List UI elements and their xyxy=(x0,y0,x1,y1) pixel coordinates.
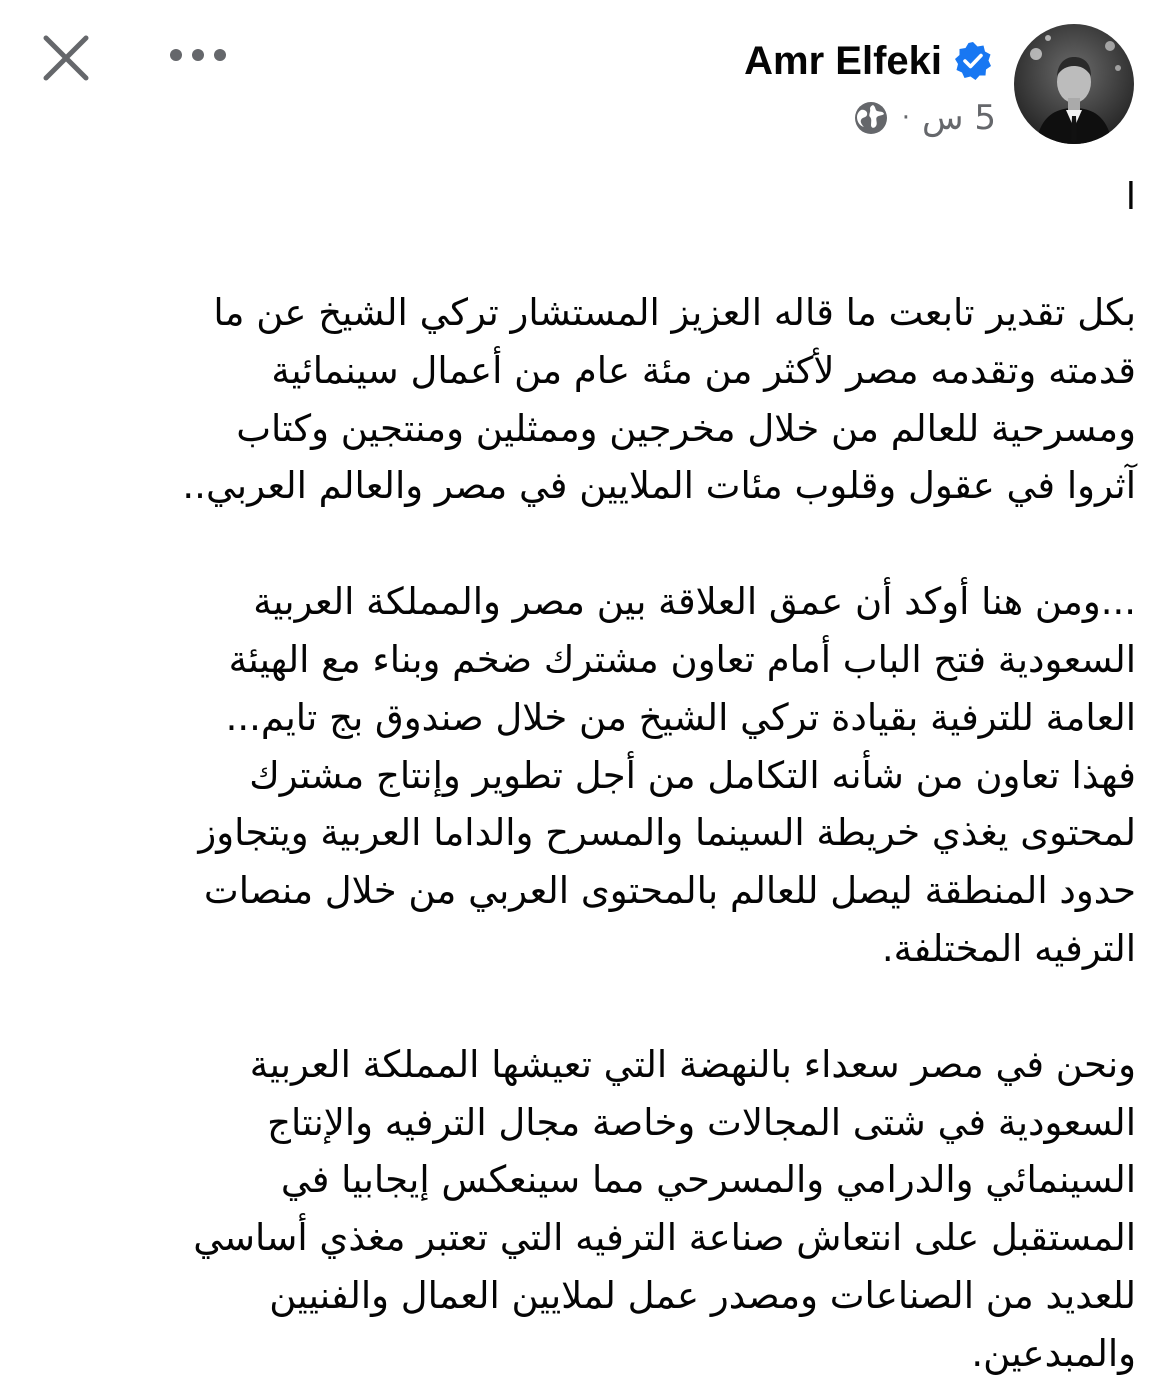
author-name[interactable]: Amr Elfeki xyxy=(744,39,942,83)
close-button[interactable] xyxy=(36,28,96,88)
post-paragraph: ...ومن هنا أوكد أن عمق العلاقة بين مصر والمملكة العربية السعودية فتح الباب أمام تعاون مشترك ضخم وبناء مع الهيئة العامة للترفية بقيادة تركي الشيخ من خلال صندوق بج تايم... فهذا تعاون من شأنه التكامل من أجل تطوير وإنتاج مشترك لمحتوى يغذي خريطة السينما والمسرح والداما العربية ويتجاوز حدود المنطقة ليصل للعالم بالمحتوى العربي من خلال منصات الترفيه المختلفة. xyxy=(198,580,1136,970)
verified-badge-icon xyxy=(952,40,994,82)
author-avatar[interactable] xyxy=(1014,24,1134,144)
more-options-button[interactable] xyxy=(160,30,236,80)
spacer xyxy=(30,226,1136,284)
post-meta xyxy=(852,96,996,140)
post-paragraph: ونحن في مصر سعداء بالنهضة التي تعيشها المملكة العربية السعودية في شتى المجالات وخاصة مجال الترفيه والإنتاج السينمائي والدرامي والمسرحي مما سينعكس إيجابيا في المستقبل على انتعاش صناعة الترفيه التي تعتبر مغذي أساسي للعديد من الصناعات ومصدر عمل لملايين العمال والفنيين والمبدعين. xyxy=(193,1042,1136,1375)
post-first-line: ا xyxy=(1125,175,1136,218)
post-header xyxy=(0,0,1170,160)
post-paragraph: بكل تقدير تابعت ما قاله العزيز المستشار تركي الشيخ عن ما قدمته وتقدمه مصر لأكثر من مئة عام من أعمال سينمائية ومسرحية للعالم من خلال مخرجين وممثلين ومنتجين وكتاب آثروا في عقول وقلوب مئات الملايين في مصر والعالم العربي.. xyxy=(182,291,1136,508)
globe-icon[interactable] xyxy=(852,99,890,137)
spacer xyxy=(30,515,1136,573)
meta-separator: · xyxy=(901,103,911,133)
more-horizontal-icon xyxy=(160,30,236,80)
close-icon xyxy=(36,28,96,88)
post-body xyxy=(30,168,1136,1383)
spacer xyxy=(30,978,1136,1036)
timestamp[interactable]: 5 س xyxy=(922,98,996,138)
